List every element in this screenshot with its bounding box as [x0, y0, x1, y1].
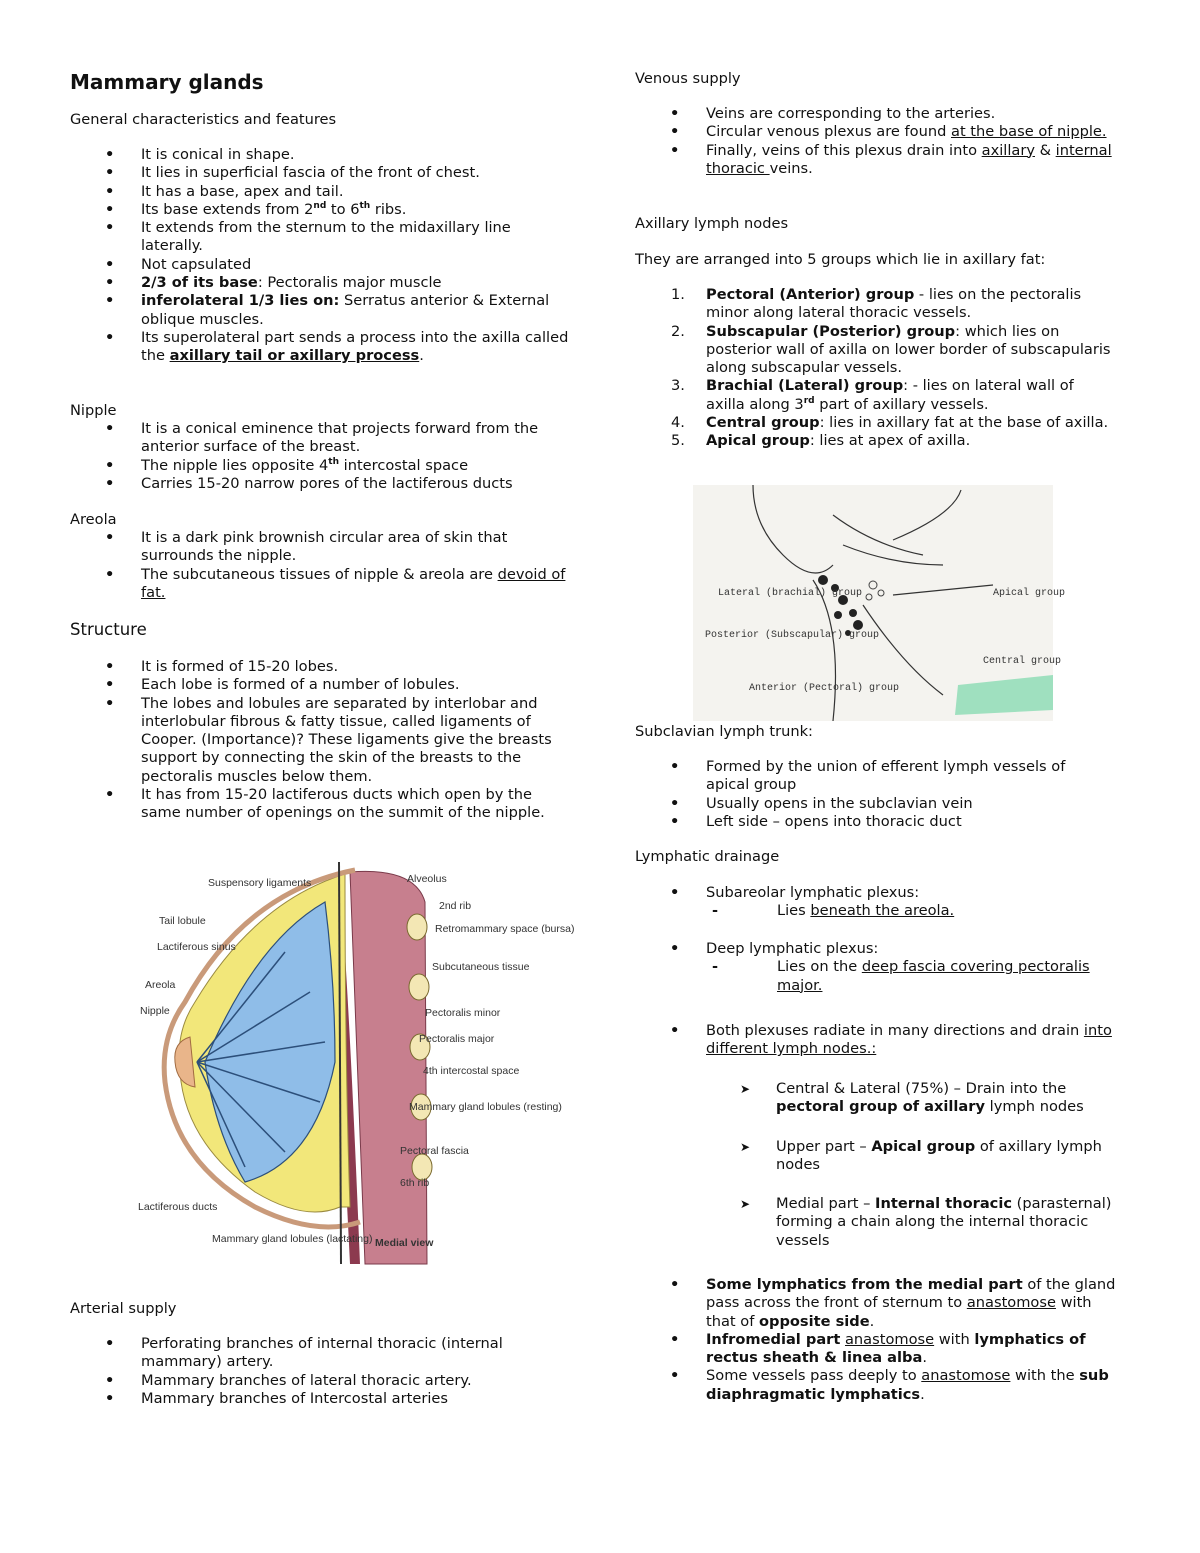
list-item: • 2/3 of its base: Pectoralis major muscle: [70, 274, 570, 292]
list-item: • Mammary branches of lateral thoracic artery.: [70, 1372, 570, 1390]
nipple-list: [70, 420, 570, 493]
list-item: • Usually opens in the subclavian vein: [635, 795, 1105, 813]
general-list: [70, 146, 570, 366]
axillary-groups: [635, 286, 1115, 451]
label-tail-lobule: Tail lobule: [159, 915, 206, 927]
arterial-heading: Arterial supply: [70, 1300, 177, 1317]
arrow-item: ➤ Medial part – Internal thoracic (parasternal) forming a chain along the internal thoracic vessels: [635, 1195, 1130, 1250]
venous-heading: Venous supply: [635, 70, 741, 87]
label-4th-intercostal: 4th intercostal space: [423, 1065, 520, 1077]
subclavian-heading: Subclavian lymph trunk:: [635, 723, 813, 740]
label-lactiferous-ducts: Lactiferous ducts: [138, 1201, 218, 1213]
general-heading: General characteristics and features: [70, 111, 337, 128]
list-item: • It lies in superficial fascia of the front of chest.: [70, 164, 570, 182]
structure-list: [70, 658, 570, 823]
label-lateral-group: Lateral (brachial) group: [718, 588, 863, 599]
list-item: • Deep lymphatic plexus: - Lies on the deep fascia covering pectoralis major.: [635, 940, 1115, 995]
lymphatic-list-1: [635, 884, 1115, 921]
list-item: • Some vessels pass deeply to anastomose with the sub diaphragmatic lymphatics.: [635, 1367, 1120, 1404]
lymphatic-list-2: [635, 940, 1115, 995]
axillary-intro: They are arranged into 5 groups which lie in axillary fat:: [635, 251, 1046, 268]
lymphatic-list-4: [635, 1276, 1120, 1404]
list-item: • Left side – opens into thoracic duct: [635, 813, 1105, 831]
sub-item: - Lies on the deep fascia covering pectoralis major.: [706, 958, 1117, 995]
axillary-heading: Axillary lymph nodes: [635, 215, 789, 232]
list-item: 4. Central group: lies in axillary fat at the base of axilla.: [671, 414, 1109, 432]
list-item: • The nipple lies opposite 4th intercostal space: [70, 457, 570, 475]
label-nipple: Nipple: [140, 1005, 170, 1017]
list-item: • It is a dark pink brownish circular area of skin that surrounds the nipple.: [70, 529, 570, 566]
list-item: 3. Brachial (Lateral) group: - lies on lateral wall of axilla along 3rd part of axillary vessels.: [671, 377, 1074, 413]
label-subcutaneous: Subcutaneous tissue: [432, 961, 530, 973]
list-item: • Carries 15-20 narrow pores of the lactiferous ducts: [70, 475, 570, 493]
list-item: • inferolateral 1/3 lies on: Serratus anterior & External oblique muscles.: [70, 292, 570, 329]
label-central-group: Central group: [983, 656, 1062, 667]
list-item: • Veins are corresponding to the arteries.: [635, 105, 1115, 123]
list-item: • Perforating branches of internal thoracic (internal mammary) artery.: [70, 1335, 570, 1372]
arrow-item: ➤ Upper part – Apical group of axillary lymph nodes: [635, 1138, 1130, 1175]
label-areola: Areola: [145, 979, 176, 991]
list-item: • Circular venous plexus are found at the base of nipple.: [635, 123, 1115, 141]
list-item: • Both plexuses radiate in many directions and drain into different lymph nodes.:: [635, 1022, 1115, 1059]
label-apical-group: Apical group: [993, 588, 1066, 599]
list-item: 5. Apical group: lies at apex of axilla.: [671, 432, 971, 450]
label-retromammary: Retromammary space (bursa): [435, 923, 575, 935]
nipple-heading: Nipple: [70, 402, 117, 419]
arrow-item: ➤ Central & Lateral (75%) – Drain into the pectoral group of axillary lymph nodes: [635, 1080, 1130, 1117]
areola-heading: Areola: [70, 511, 117, 528]
lymphatic-heading: Lymphatic drainage: [635, 848, 780, 865]
structure-heading: Structure: [70, 620, 147, 639]
label-alveolus: Alveolus: [407, 873, 447, 885]
arterial-list: [70, 1335, 570, 1408]
lymphatic-list-3: [635, 1022, 1115, 1059]
axillary-nodes-figure: [693, 485, 1066, 721]
label-medial-view: Medial view: [375, 1237, 434, 1249]
list-item: 2. Subscapular (Posterior) group: which lies on posterior wall of axilla on lower border of subscapularis along subscapular vessels.: [671, 322, 1111, 377]
label-pectoralis-major: Pectoralis major: [419, 1033, 495, 1045]
label-pectoralis-minor: Pectoralis minor: [425, 1007, 501, 1019]
list-item: • It has from 15-20 lactiferous ducts which open by the same number of openings on the summit of the nipple.: [70, 786, 570, 823]
list-item: • It has a base, apex and tail.: [70, 183, 570, 201]
list-item: • Its base extends from 2nd to 6th ribs.: [70, 201, 570, 219]
label-6th-rib: 6th rib: [400, 1177, 430, 1189]
areola-list: [70, 529, 570, 602]
sub-item: - Lies beneath the areola.: [706, 902, 1115, 920]
label-suspensory: Suspensory ligaments: [208, 877, 312, 889]
list-item: • Formed by the union of efferent lymph vessels of apical group: [635, 758, 1105, 795]
list-item: • Not capsulated: [70, 256, 570, 274]
label-pectoral-fascia: Pectoral fascia: [400, 1145, 469, 1157]
list-item: • It is conical in shape.: [70, 146, 570, 164]
label-posterior-group: Posterior (Subscapular) group: [705, 630, 880, 641]
label-lobules-lactating: Mammary gland lobules (lactating): [212, 1233, 373, 1245]
list-item: • The subcutaneous tissues of nipple & areola are devoid of fat.: [70, 566, 570, 603]
list-item: • Mammary branches of Intercostal arteries: [70, 1390, 570, 1408]
label-anterior-group: Anterior (Pectoral) group: [749, 683, 900, 694]
list-item: • Finally, veins of this plexus drain into axillary & internal thoracic veins.: [635, 142, 1115, 179]
venous-list: [635, 105, 1115, 178]
list-item: • Each lobe is formed of a number of lobules.: [70, 676, 570, 694]
list-item: • Infromedial part anastomose with lymphatics of rectus sheath & linea alba.: [635, 1331, 1120, 1368]
label-lactiferous-sinus: Lactiferous sinus: [157, 941, 236, 953]
label-2nd-rib: 2nd rib: [439, 900, 472, 912]
list-item: • It extends from the sternum to the midaxillary line laterally.: [70, 219, 570, 256]
subclavian-list: [635, 758, 1105, 831]
list-item: • Some lymphatics from the medial part of the gland pass across the front of sternum to anastomose with that of opposite side.: [635, 1276, 1120, 1331]
drainage-arrows: [635, 1080, 1130, 1271]
list-item: • Subareolar lymphatic plexus: - Lies beneath the areola.: [635, 884, 1115, 921]
list-item: • The lobes and lobules are separated by interlobar and interlobular fibrous & fatty tissue, called ligaments of Cooper. (Importance)? These ligaments give the breasts support by connecting the skin of the breasts to the pectoralis muscles below them.: [70, 695, 570, 786]
list-item: • It is formed of 15-20 lobes.: [70, 658, 570, 676]
list-item: • It is a conical eminence that projects forward from the anterior surface of the breast.: [70, 420, 570, 457]
label-lobules-resting: Mammary gland lobules (resting): [409, 1101, 562, 1113]
page-title: Mammary glands: [70, 70, 264, 94]
list-item: 1. Pectoral (Anterior) group - lies on the pectoralis minor along lateral thoracic vessels.: [671, 286, 1082, 322]
breast-anatomy-figure: [135, 862, 575, 1264]
list-item: • Its superolateral part sends a process into the axilla called the axillary tail or axillary process.: [70, 329, 570, 366]
